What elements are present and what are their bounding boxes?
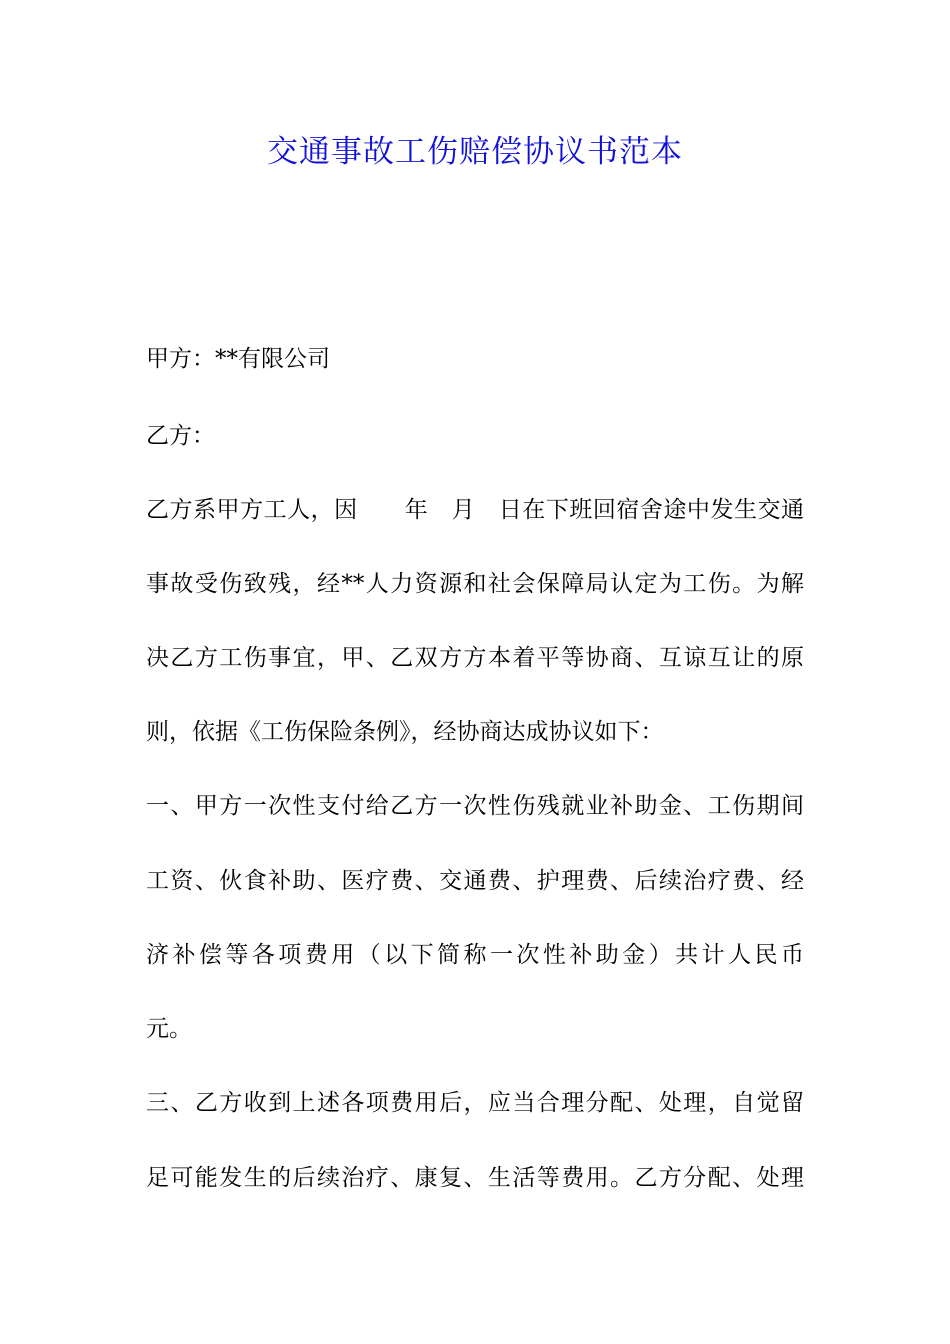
clause-1-line: 元。: [146, 1016, 192, 1042]
clause-3-line: 足可能发生的后续治疗、康复、生活等费用。乙方分配、处理: [146, 1165, 804, 1191]
party-a-line: 甲方：**有限公司: [146, 346, 330, 372]
clause-1-line: 济补偿等各项费用（以下简称一次性补助金）共计人民币: [146, 942, 804, 968]
body-line: 决乙方工伤事宜，甲、乙双方方本着平等协商、互谅互让的原: [146, 645, 804, 671]
document-title: 交通事故工伤赔偿协议书范本: [267, 134, 683, 170]
clause-1-line: 一、甲方一次性支付给乙方一次性伤残就业补助金、工伤期间: [146, 793, 804, 819]
body-line: 事故受伤致残，经**人力资源和社会保障局认定为工伤。为解: [146, 571, 804, 597]
body-line: 则，依据《工伤保险条例》，经协商达成协议如下：: [146, 719, 664, 745]
clause-3-line: 三、乙方收到上述各项费用后，应当合理分配、处理，自觉留: [146, 1090, 804, 1116]
party-b-line: 乙方：: [146, 423, 215, 449]
clause-1-line: 工资、伙食补助、医疗费、交通费、护理费、后续治疗费、经: [146, 868, 804, 894]
body-line: 乙方系甲方工人，因 年 月 日在下班回宿舍途中发生交通: [146, 497, 804, 523]
